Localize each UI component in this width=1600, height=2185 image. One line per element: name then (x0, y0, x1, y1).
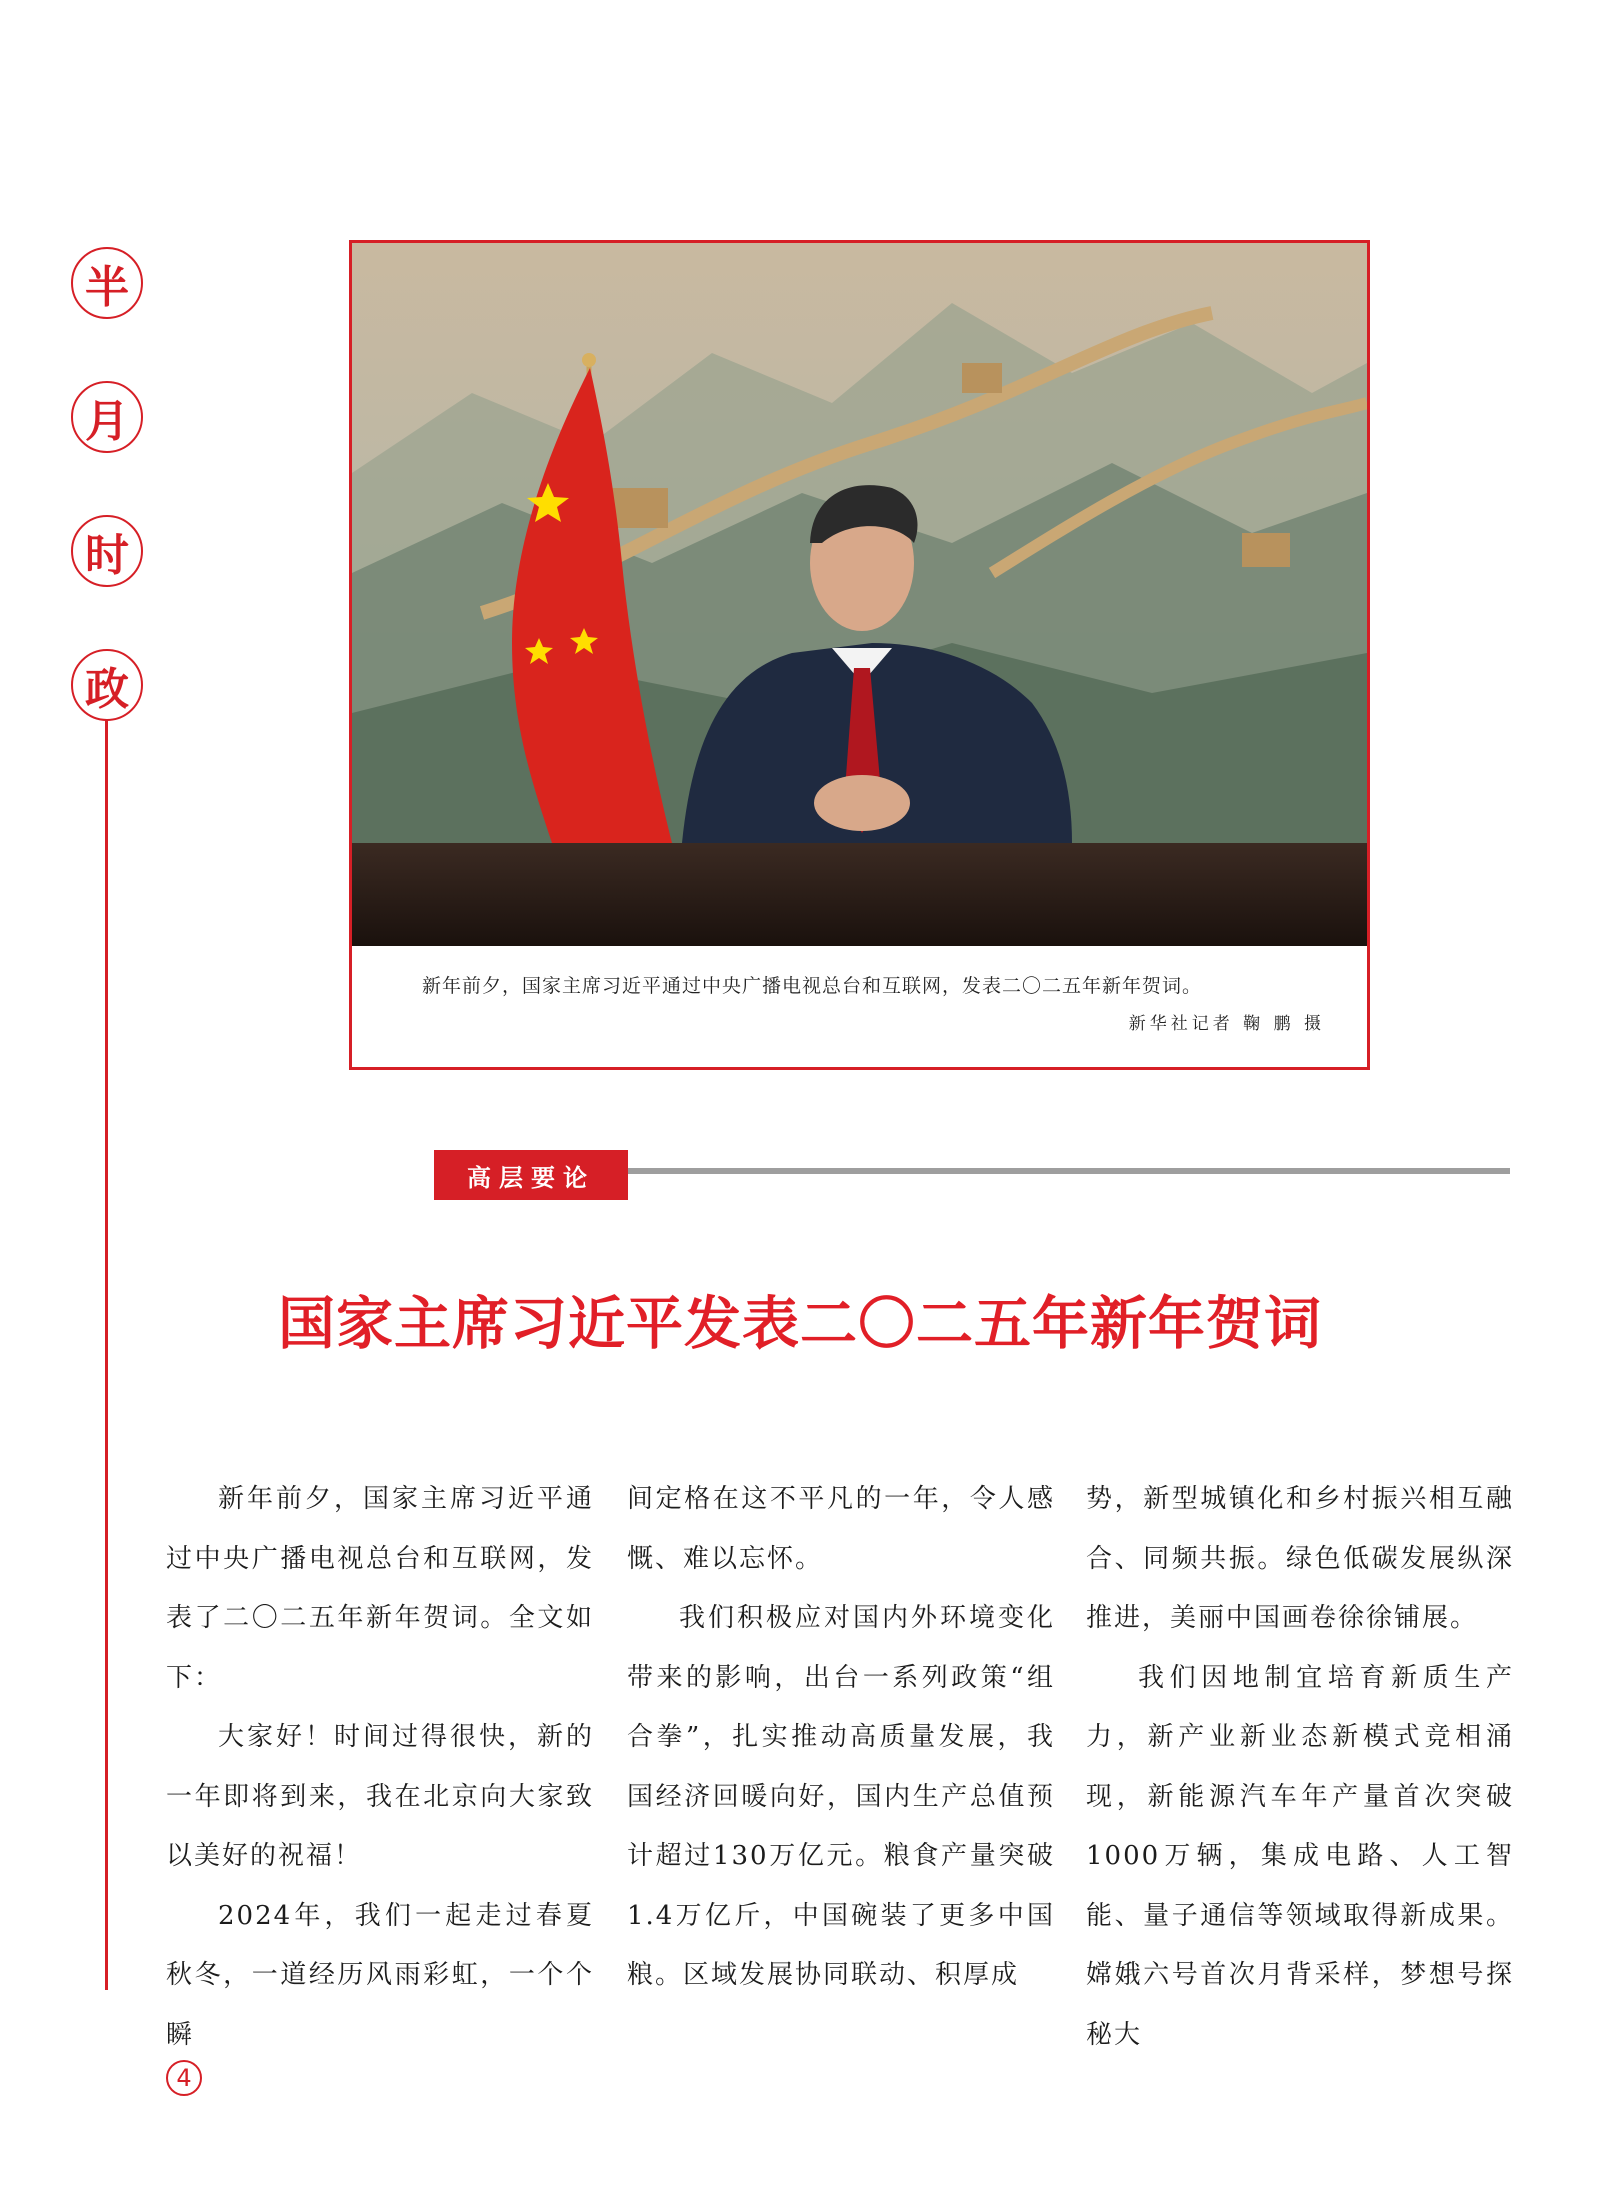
section-tag: 高层要论 (434, 1150, 628, 1200)
sidebar-vertical-line (105, 720, 108, 1990)
paragraph: 新年前夕，国家主席习近平通过中央广播电视总台和互联网，发表了二〇二五年新年贺词。全文如下： (166, 1484, 594, 1693)
sidebar-badge-zheng: 政 (71, 649, 143, 721)
sidebar-badge-shi: 时 (71, 515, 143, 587)
sidebar-badge-ban: 半 (71, 247, 143, 319)
photo-caption: 新年前夕，国家主席习近平通过中央广播电视总台和互联网，发表二〇二五年新年贺词。 (422, 975, 1203, 997)
section-rule (628, 1168, 1510, 1174)
page-number: 4 (166, 2060, 202, 2096)
paragraph: 我们因地制宜培育新质生产力，新产业新业态新模式竞相涌现，新能源汽车年产量首次突破1000万辆，集成电路、人工智能、量子通信等领域取得新成果。嫦娥六号首次月背采样，梦想号探秘大 (1086, 1662, 1514, 2050)
paragraph: 我们积极应对国内外环境变化带来的影响，出台一系列政策“组合拳”，扎实推动高质量发展，我国经济回暖向好，国内生产总值预计超过130万亿元。粮食产量突破1.4万亿斤，中国碗装了更多中国粮。区域发展协同联动、积厚成 (627, 1603, 1055, 1990)
paragraph: 势，新型城镇化和乡村振兴相互融合、同频共振。绿色低碳发展纵深推进，美丽中国画卷徐徐铺展。 (1086, 1484, 1514, 1633)
article-column-3 (1086, 1470, 1514, 2065)
article-column-2 (627, 1470, 1055, 2006)
photo-credit: 新华社记者 鞠 鹏 摄 (1128, 1014, 1325, 1034)
photo-frame (349, 240, 1370, 1070)
photo-illustration (352, 243, 1367, 946)
article-column-1 (166, 1470, 594, 2065)
paragraph: 2024年，我们一起走过春夏秋冬，一道经历风雨彩虹，一个个瞬 (166, 1900, 594, 2050)
paragraph: 大家好！时间过得很快，新的一年即将到来，我在北京向大家致以美好的祝福！ (166, 1722, 594, 1871)
paragraph: 间定格在这不平凡的一年，令人感慨、难以忘怀。 (627, 1484, 1055, 1574)
sidebar-badge-yue: 月 (71, 381, 143, 453)
article-headline: 国家主席习近平发表二〇二五年新年贺词 (278, 1291, 1322, 1357)
news-photo (352, 243, 1367, 946)
